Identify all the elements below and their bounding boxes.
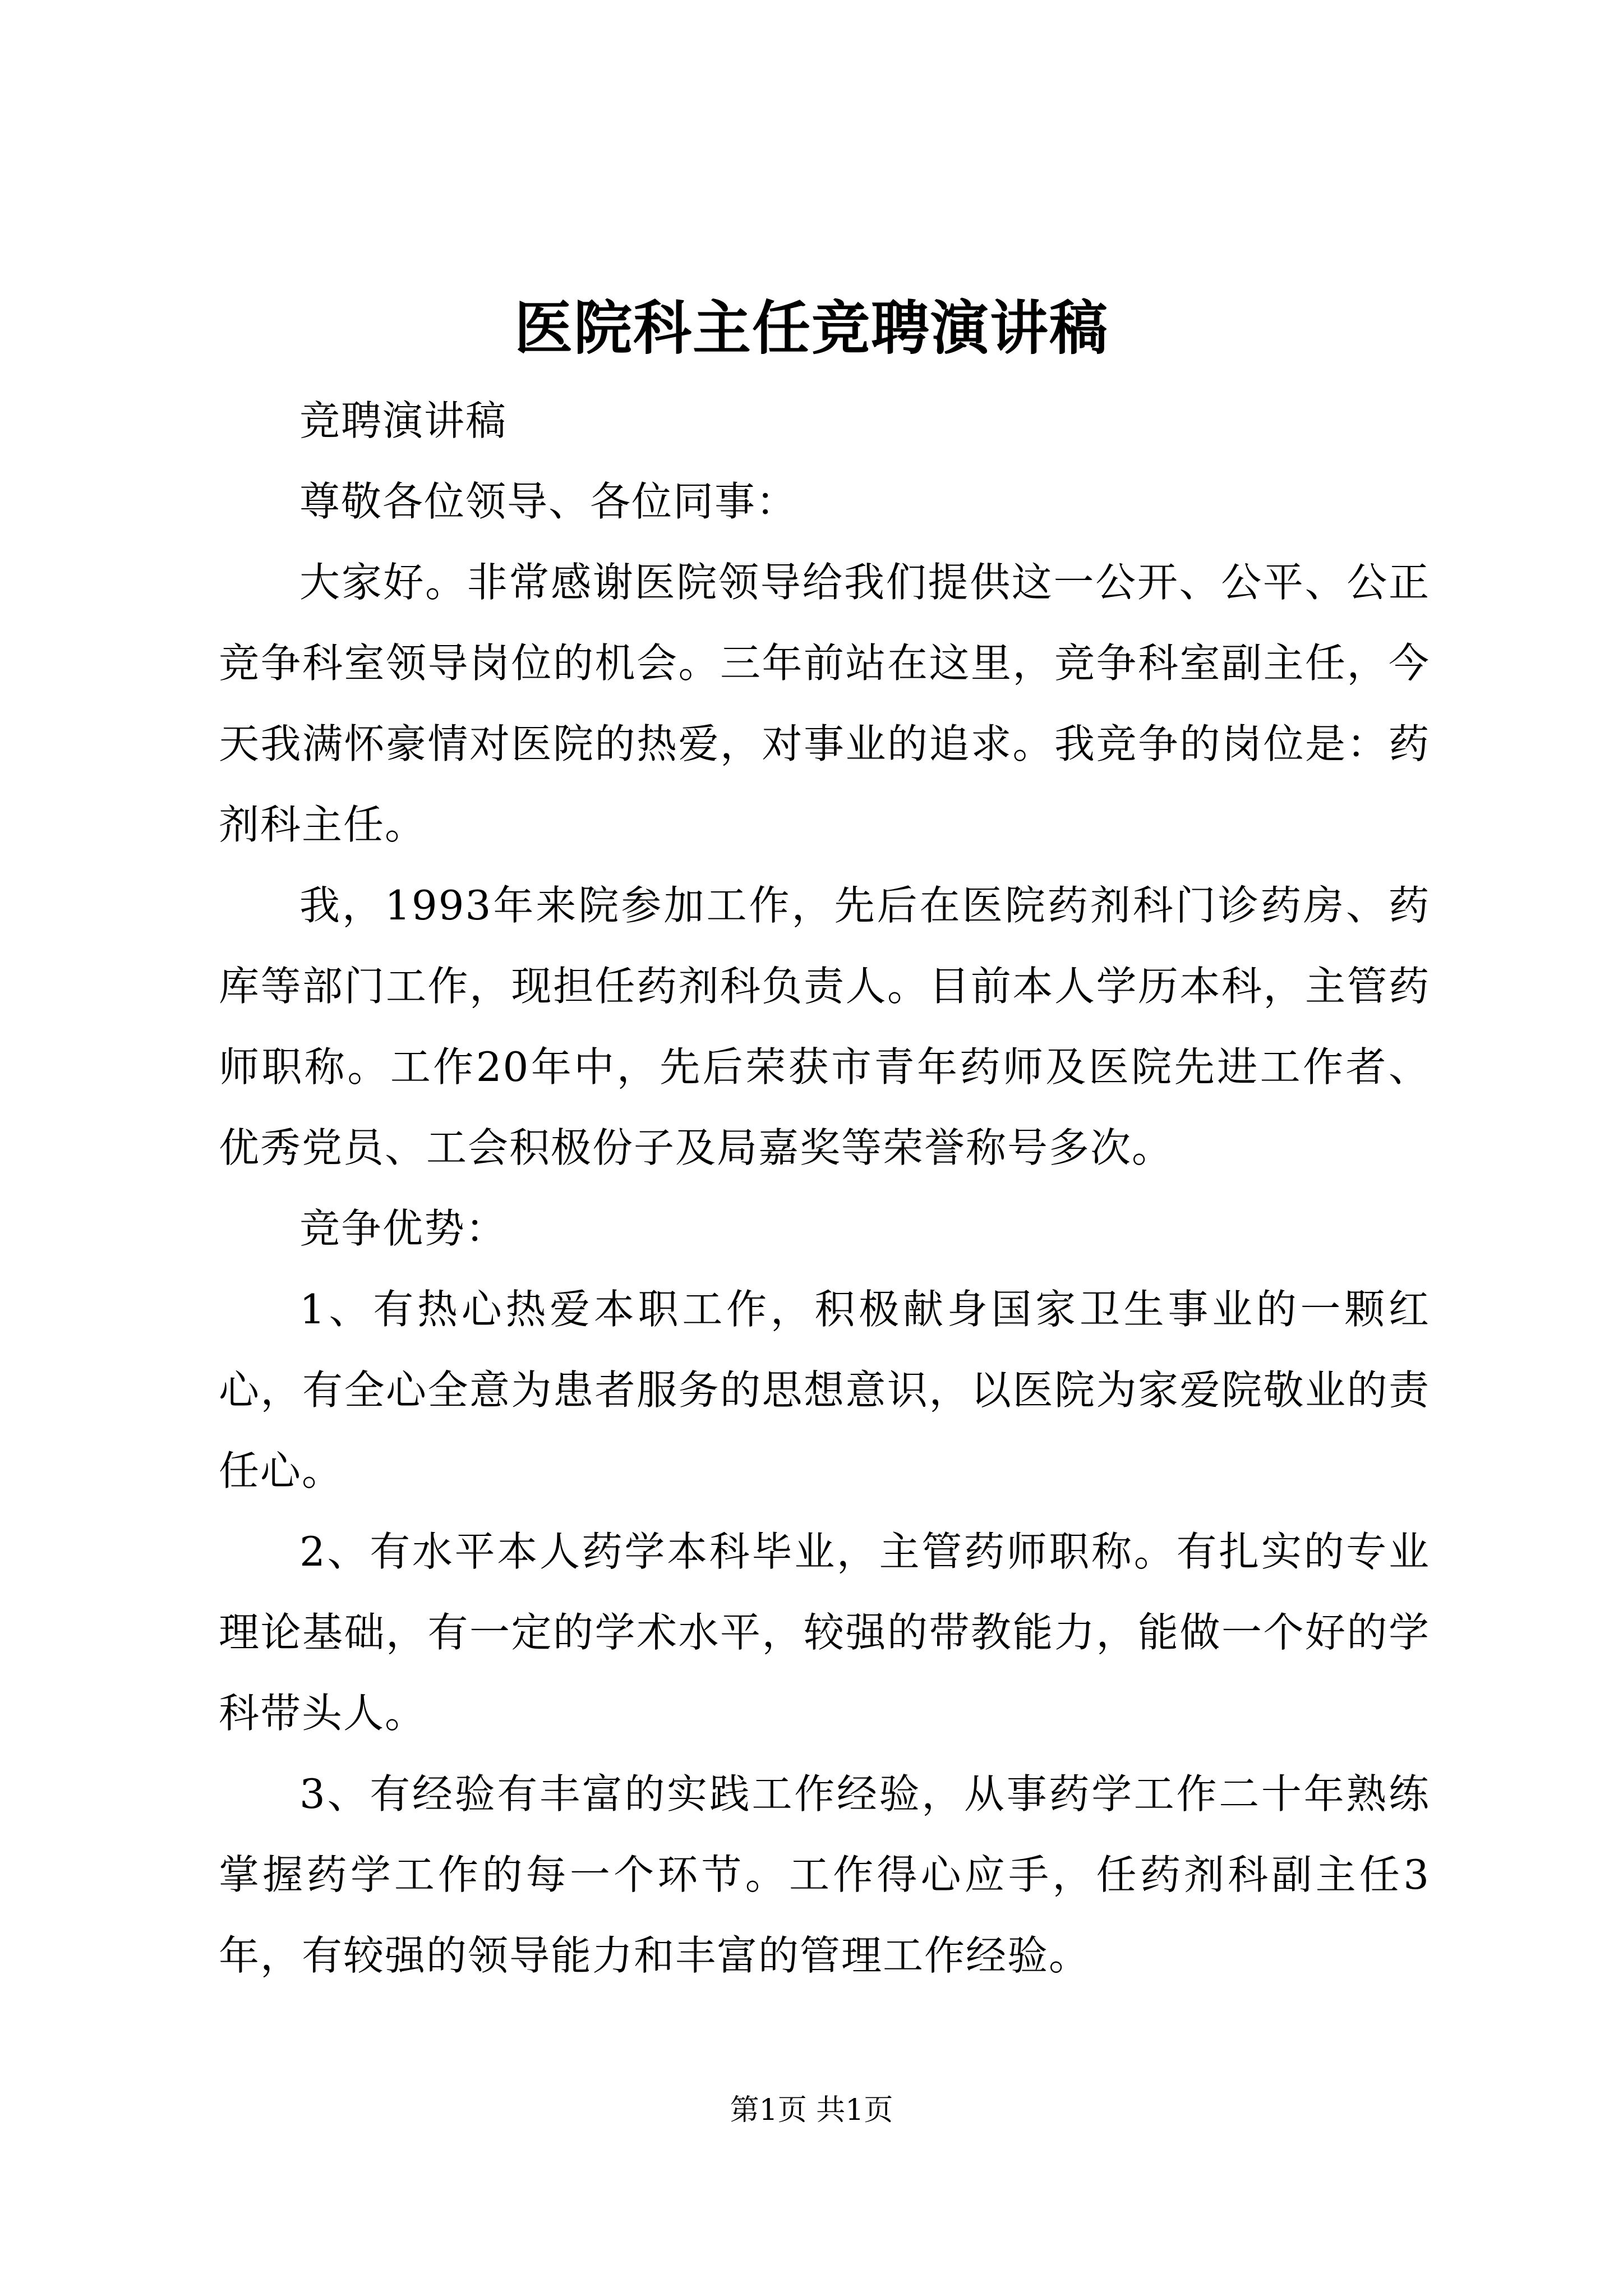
paragraph-opening: 大家好。非常感谢医院领导给我们提供这一公开、公平、公正竞争科室领导岗位的机会。三年前站在这里，竞争科室副主任，今天我满怀豪情对医院的热爱，对事业的追求。我竞争的岗位是：药剂科主任。 xyxy=(219,559,1430,848)
paragraph-advantage-2: 2、有水平本人药学本科毕业，主管药师职称。有扎实的专业理论基础，有一定的学术水平，较强的带教能力，能做一个好的学科带头人。 xyxy=(219,1528,1430,1737)
paragraph-advantage-3: 3、有经验有丰富的实践工作经验，从事药学工作二十年熟练掌握药学工作的每一个环节。工作得心应手，任药剂科副主任3年，有较强的领导能力和丰富的管理工作经验。 xyxy=(219,1770,1430,1979)
page-footer: 第1页 共1页 xyxy=(730,2093,893,2127)
paragraph-salutation: 尊敬各位领导、各位同事： xyxy=(299,478,798,525)
paragraph-heading: 竞聘演讲稿 xyxy=(299,397,508,444)
document-body xyxy=(219,380,1430,1996)
paragraph-advantages-heading: 竞争优势： xyxy=(299,1205,508,1252)
paragraph-advantage-1: 1、有热心热爱本职工作，积极献身国家卫生事业的一颗红心，有全心全意为患者服务的思想意识，以医院为家爱院敬业的责任心。 xyxy=(219,1286,1430,1494)
document-title: 医院科主任竞聘演讲稿 xyxy=(514,293,1109,362)
paragraph-background: 我，1993年来院参加工作，先后在医院药剂科门诊药房、药库等部门工作，现担任药剂科负责人。目前本人学历本科，主管药师职称。工作20年中，先后荣获市青年药师及医院先进工作者、优秀党员、工会积极份子及局嘉奖等荣誉称号多次。 xyxy=(219,882,1430,1171)
